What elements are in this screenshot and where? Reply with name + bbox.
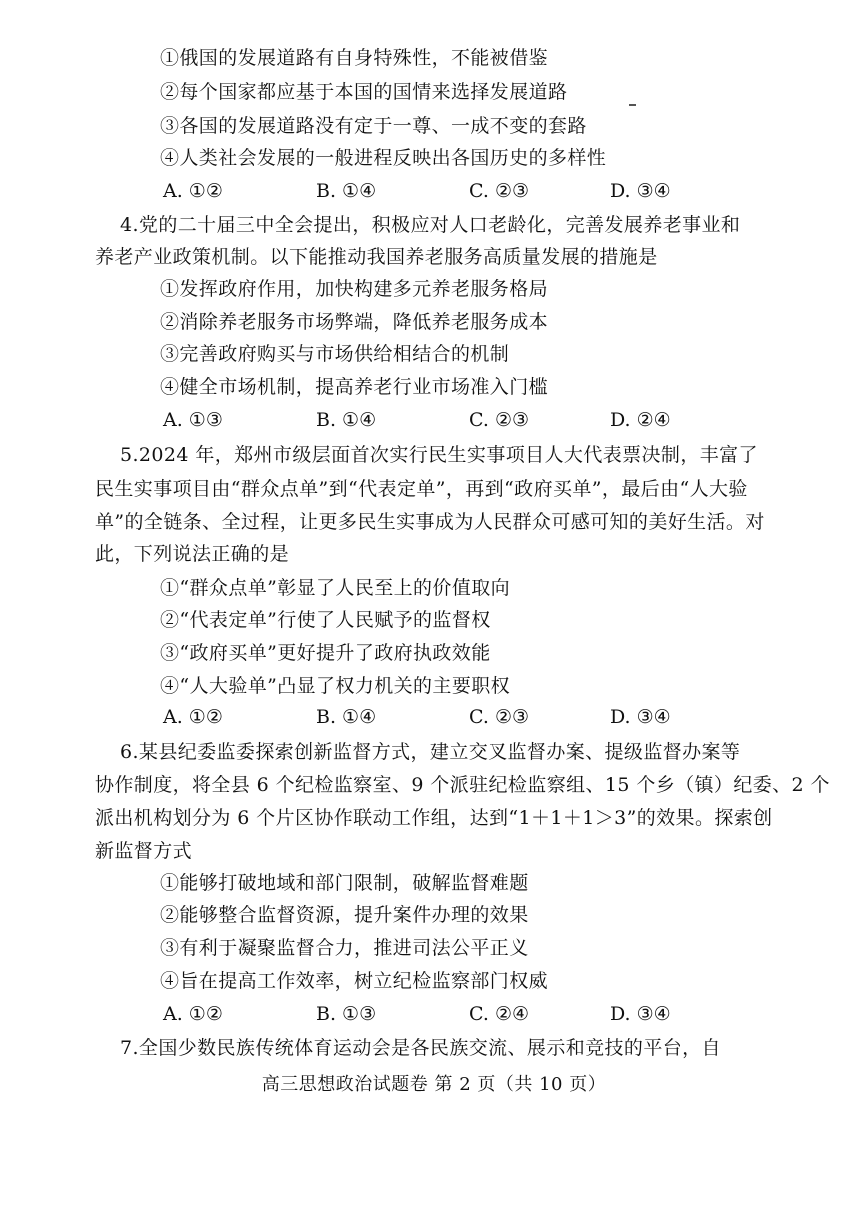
q7-stem-line-1: 7.全国少数民族传统体育运动会是各民族交流、展示和竞技的平台，自	[120, 1037, 721, 1059]
q5-stem-line-1: 5.2024 年，郑州市级层面首次实行民生实事项目人大代表票决制，丰富了	[120, 444, 758, 466]
q6-stem-line-3: 派出机构划分为 6 个片区协作联动工作组，达到“1＋1＋1＞3”的效果。探索创	[95, 807, 773, 829]
q3-choices	[163, 179, 763, 203]
q6-choice-b: B. ①③	[316, 1003, 377, 1025]
q5-stem-line-3: 单”的全链条、全过程，让更多民生实事成为人民群众可感可知的美好生活。对	[95, 511, 765, 533]
q4-stem-line-2: 养老产业政策机制。以下能推动我国养老服务高质量发展的措施是	[95, 246, 658, 268]
q6-stem-line-2: 协作制度，将全县 6 个纪检监察室、9 个派驻纪检监察组、15 个乡（镇）纪委、2 个	[95, 774, 830, 796]
q5-stem-line-2: 民生实事项目由“群众点单”到“代表定单”，再到“政府买单”，最后由“人大验	[95, 478, 748, 500]
q5-option-2: ②“代表定单”行使了人民赋予的监督权	[160, 609, 491, 631]
q5-option-3: ③“政府买单”更好提升了政府执政效能	[160, 642, 491, 664]
q3-option-4: ④人类社会发展的一般进程反映出各国历史的多样性	[160, 147, 607, 169]
q5-option-1: ①“群众点单”彰显了人民至上的价值取向	[160, 577, 511, 599]
q6-option-2: ②能够整合监督资源，提升案件办理的效果	[160, 904, 529, 926]
page-footer: 高三思想政治试题卷 第 2 页（共 10 页）	[261, 1074, 607, 1095]
q3-option-3: ③各国的发展道路没有定于一尊、一成不变的套路	[160, 115, 587, 137]
q6-choice-d: D. ③④	[610, 1003, 671, 1025]
q4-choice-d: D. ②④	[610, 409, 671, 431]
q6-option-4: ④旨在提高工作效率，树立纪检监察部门权威	[160, 970, 549, 992]
q6-choice-c: C. ②④	[469, 1003, 530, 1025]
q3-choice-a: A. ①②	[163, 180, 223, 202]
q4-choice-a: A. ①③	[163, 409, 223, 431]
scan-speck	[629, 104, 636, 106]
q5-choice-a: A. ①②	[163, 706, 223, 728]
q5-choice-d: D. ③④	[610, 706, 671, 728]
q3-option-1: ①俄国的发展道路有自身特殊性，不能被借鉴	[160, 47, 549, 69]
q6-option-1: ①能够打破地域和部门限制，破解监督难题	[160, 872, 529, 894]
q5-choice-b: B. ①④	[316, 706, 377, 728]
q4-choice-b: B. ①④	[316, 409, 377, 431]
q4-option-3: ③完善政府购买与市场供给相结合的机制	[160, 343, 510, 365]
q5-option-4: ④“人大验单”凸显了权力机关的主要职权	[160, 675, 511, 697]
q6-option-3: ③有利于凝聚监督合力，推进司法公平正义	[160, 937, 529, 959]
q3-choice-b: B. ①④	[316, 180, 377, 202]
q5-stem-line-4: 此，下列说法正确的是	[95, 543, 290, 565]
q4-option-2: ②消除养老服务市场弊端，降低养老服务成本	[160, 311, 549, 333]
q3-choice-c: C. ②③	[469, 180, 530, 202]
q6-stem-line-1: 6.某县纪委监委探索创新监督方式，建立交叉监督办案、提级监督办案等	[120, 741, 741, 763]
q4-choice-c: C. ②③	[469, 409, 530, 431]
q4-option-1: ①发挥政府作用，加快构建多元养老服务格局	[160, 278, 549, 300]
q6-choice-a: A. ①②	[163, 1003, 223, 1025]
q5-choices	[163, 705, 763, 729]
q6-choices	[163, 1002, 763, 1026]
q3-choice-d: D. ③④	[610, 180, 671, 202]
q4-option-4: ④健全市场机制，提高养老行业市场准入门槛	[160, 376, 549, 398]
q4-choices	[163, 408, 763, 432]
q3-option-2: ②每个国家都应基于本国的国情来选择发展道路	[160, 81, 568, 103]
q6-stem-line-4: 新监督方式	[95, 840, 193, 862]
q4-stem-line-1: 4.党的二十届三中全会提出，积极应对人口老龄化，完善发展养老事业和	[120, 214, 741, 236]
q5-choice-c: C. ②③	[469, 706, 530, 728]
